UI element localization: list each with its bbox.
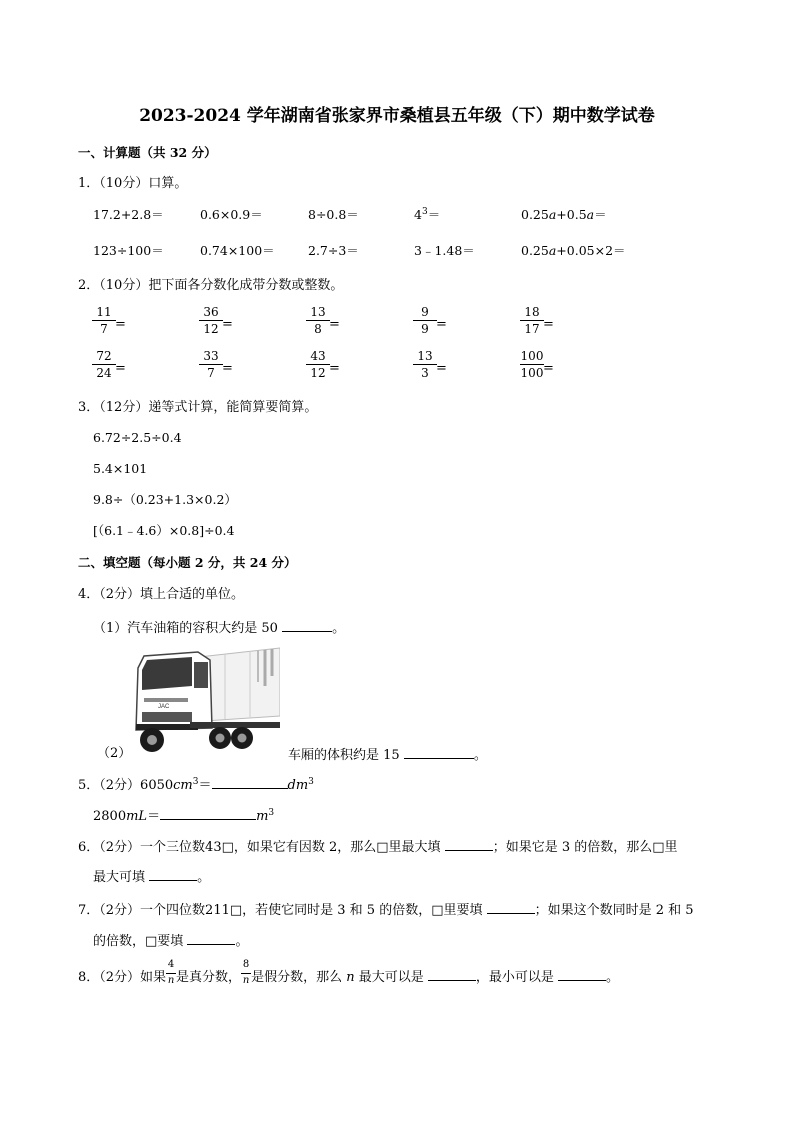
fraction [413, 306, 437, 335]
truck-logo: JAC [158, 704, 170, 710]
equals-sign: = [115, 317, 126, 332]
question-5-line-2: $2800mL= m^3$ [93, 808, 275, 824]
fraction [306, 306, 330, 335]
answer-blank[interactable] [487, 902, 535, 914]
q1-item: 0.25a+0.05×2＝ [521, 243, 626, 258]
question-6-line-2: 最大可填 。 [93, 870, 211, 885]
fraction [199, 350, 223, 379]
page-title: 2023-2024 学年湖南省张家界市桑植县五年级（下）期中数学试卷 [139, 106, 655, 126]
numerator: 13 [417, 349, 433, 363]
equals-sign: = [329, 361, 340, 376]
answer-blank[interactable] [160, 808, 256, 820]
denominator: 17 [524, 322, 540, 336]
answer-blank[interactable] [282, 620, 332, 632]
truck-image [130, 646, 280, 756]
question-4-stem: 4．（2分）填上合适的单位。 [78, 587, 245, 602]
answer-blank[interactable] [149, 869, 197, 881]
q3-item: [（6.1﹣4.6）×0.8]÷0.4 [93, 523, 235, 538]
question-6-line-1: 6．（2分）一个三位数43□，如果它有因数 2，那么□里最大填 ；如果它是 3 的倍数，那么□里 [78, 840, 678, 855]
answer-blank[interactable] [404, 747, 474, 759]
numerator: 72 [96, 349, 112, 363]
denominator: 24 [96, 366, 112, 380]
truck-cab [136, 652, 212, 730]
q1-item: 17.2+2.8＝ [93, 207, 164, 222]
fraction [199, 306, 223, 335]
fraction [520, 350, 544, 379]
answer-blank[interactable] [212, 777, 288, 789]
denominator: 8 [314, 322, 322, 336]
q1-item: 0.25a+0.5a＝ [521, 207, 607, 222]
equals-sign: = [115, 361, 126, 376]
q3-item: 9.8÷（0.23+1.3×0.2） [93, 492, 237, 507]
equals-sign: = [222, 317, 233, 332]
fraction [92, 350, 116, 379]
equals-sign: = [436, 317, 447, 332]
denominator: 12 [203, 322, 219, 336]
fraction-8-over-n: $\frac{8}{n}$ [242, 958, 250, 986]
question-3-stem: 3．（12分）递等式计算，能简算要简算。 [78, 400, 318, 415]
answer-blank[interactable] [187, 933, 235, 945]
denominator: 7 [207, 366, 215, 380]
q4-part-2: 车厢的体积约是 15 。 [288, 748, 487, 763]
answer-blank[interactable] [445, 839, 493, 851]
q1-item: 8÷0.8＝ [308, 207, 359, 222]
fraction [520, 306, 544, 335]
equals-sign: = [543, 361, 554, 376]
question-7-line-2: 的倍数，□要填 。 [93, 934, 249, 949]
equals-sign: = [222, 361, 233, 376]
equals-sign: = [436, 361, 447, 376]
denominator: 100 [520, 366, 544, 380]
q3-item: 5.4×101 [93, 461, 148, 476]
denominator: 7 [100, 322, 108, 336]
equals-sign: = [329, 317, 340, 332]
question-5-line-1: 5．（2分）$6050cm^3= dm^3$ [78, 777, 314, 793]
fraction [413, 350, 437, 379]
denominator: 12 [310, 366, 326, 380]
numerator: 43 [310, 349, 326, 363]
question-8: 8．（2分）如果 $\frac{4}{n}$ 是真分数， $\frac{8}{n}$ 是假分数，那么 n 最大可以是 ，最小可以是 。 [78, 958, 620, 986]
section-heading-fill-blank: 二、填空题（每小题 2 分，共 24 分） [78, 555, 297, 570]
section-heading-calculation: 一、计算题（共 32 分） [78, 145, 217, 160]
answer-blank[interactable] [428, 969, 476, 981]
q4-part-1: （1）汽车油箱的容积大约是 50 。 [93, 621, 346, 636]
question-2-stem: 2．（10分）把下面各分数化成带分数或整数。 [78, 278, 344, 293]
equals-sign: = [543, 317, 554, 332]
question-1-stem: 1．（10分）口算。 [78, 176, 188, 191]
numerator: 36 [203, 305, 219, 319]
wheel-icon [140, 727, 253, 752]
question-7-line-1: 7．（2分）一个四位数211□，若使它同时是 3 和 5 的倍数，□里要填 ；如果这个数同时是 2 和 5 [78, 903, 694, 918]
q1-item: 0.6×0.9＝ [200, 207, 263, 222]
numerator: 9 [421, 305, 429, 319]
numerator: 11 [96, 305, 112, 319]
numerator: 13 [310, 305, 326, 319]
denominator: 9 [421, 322, 429, 336]
q1-item: 0.74×100＝ [200, 243, 275, 258]
q1-item: 2.7÷3＝ [308, 243, 359, 258]
q4-part-2-label: （2） [97, 746, 132, 761]
q3-item: 6.72÷2.5÷0.4 [93, 430, 182, 445]
fraction [306, 350, 330, 379]
fraction-4-over-n: $\frac{4}{n}$ [167, 958, 175, 986]
numerator: 100 [520, 349, 544, 363]
fraction [92, 306, 116, 335]
numerator: 33 [203, 349, 219, 363]
numerator: 18 [524, 305, 540, 319]
denominator: 3 [421, 366, 429, 380]
q1-item: 3﹣1.48＝ [414, 243, 475, 258]
answer-blank[interactable] [558, 969, 606, 981]
q1-item: 123÷100＝ [93, 243, 164, 258]
q1-item-power: $4^3=$ [414, 207, 441, 222]
